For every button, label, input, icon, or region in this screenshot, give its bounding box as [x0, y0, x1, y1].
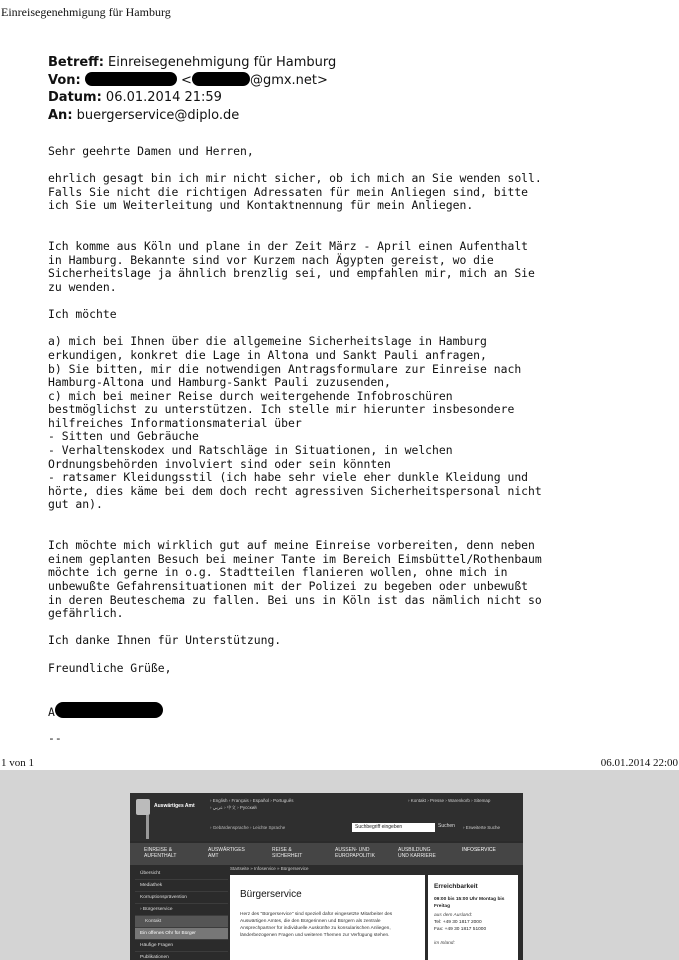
breadcrumb[interactable]: Startseite » Infoservice » Bürgerservice	[230, 866, 309, 871]
site-logo-text: Auswärtiges Amt	[154, 803, 195, 809]
sidenav-item[interactable]: Mediathek	[135, 880, 228, 892]
signature-separator: --	[48, 731, 62, 745]
email-body: Sehr geehrte Damen und Herren, ehrlich gesagt bin ich mir nicht sicher, ob ich mich an Sie wenden soll. Falls Sie nicht die richtigen Adressaten für mein Anliegen sind, bitte ich Sie um Weiterleitung und Kontaktnennung für mein Anliegen. Ich komme aus Köln und plane in der Zeit März - April einen Aufenthalt in Hamburg. Bekannte sind vor Kurzem nach Ägypten gereist, wo die Sicherheitslage ja ähnlich brenzlig sei, und empfahlen mir, mich an Sie zu wenden. Ich möchte a) mich bei Ihnen über die allgemeine Sicherheitslage in Hamburg erkundigen, konkret die Lage in Altona und Sankt Pauli anfragen, b) Sie bitten, mir die notwendigen Antragsformulare zur Einreise nach Hamburg-Altona und Hamburg-Sankt Pauli zuzusenden, c) mich bei meiner Reise durch weitergehende Infobroschüren bestmöglichst zu unterstützen. Ich stelle mir hierunter insbesondere hilfreiches Informationsmaterial über - Sitten und Gebräuche - Verhaltenskodex und Ratschläge in Situationen, in welchen Ordnungsbehörden involviert sind oder sein könnten - ratsamer Kleidungsstil (ich habe sehr viele eher dunkle Kleidung und hörte, dies käme bei dem doch recht agressiven Sicherheitspersonal nicht gut an). Ich möchte mich wirklich gut auf meine Einreise vorbereiten, denn neben einem geplanten Besuch bei meiner Tante im Bereich Eimsbüttel/Rothenbaum möchte ich gerne in o.g. Stadtteilen flanieren wollen, ohne mich in unbewußte Gefahrensituationen mit der Polizei zu begeben oder unbewußt in deren Beuteschema zu fallen. Bei uns in Köln ist das nämlich nicht so gefährlich. Ich danke Ihnen für Unterstützung. Freundliche Grüße,	[48, 144, 542, 675]
print-timestamp: 06.01.2014 22:00	[600, 757, 678, 769]
accessibility-links[interactable]: › Gebärdensprache › Leichte Sprache	[210, 825, 286, 830]
sidenav-item[interactable]: Korruptionsprävention	[135, 892, 228, 904]
from-label: Von:	[48, 72, 81, 88]
print-header: Einreisegenehmigung für Hamburg	[1, 5, 171, 19]
nav-item[interactable]: AUSBILDUNG UND KARRIERE	[398, 847, 436, 859]
redacted-sender-name	[85, 72, 177, 86]
to-label: An:	[48, 107, 73, 123]
subject-label: Betreff:	[48, 55, 104, 70]
contact-box	[428, 875, 518, 960]
page-title: Bürgerservice	[240, 889, 302, 900]
email-header	[48, 54, 336, 124]
subject-value: Einreisegenehmigung für Hamburg	[108, 55, 337, 70]
nav-item[interactable]: EINREISE & AUFENTHALT	[144, 847, 177, 859]
language-links[interactable]: › English › Français › Español › Português	[210, 798, 294, 803]
to-value: buergerservice@diplo.de	[76, 107, 240, 123]
language-links-2[interactable]: › عربي › 中文 › Русский	[210, 805, 257, 810]
date-value: 06.01.2014 21:59	[105, 90, 222, 105]
date-label: Datum:	[48, 90, 102, 105]
pen-icon	[146, 815, 149, 839]
office-hours: 09:00 bis 15:00 Uhr Montag bis Freitag	[434, 897, 505, 909]
signature-initial: A	[48, 705, 55, 719]
signature	[48, 702, 163, 719]
inland-label: im Inland:	[434, 941, 455, 946]
eagle-logo-icon	[136, 799, 150, 815]
from-row	[48, 72, 336, 90]
abroad-fax: Fax: +49 30 1817 51000	[434, 927, 487, 932]
nav-item[interactable]: REISE & SICHERHEIT	[272, 847, 303, 859]
from-bracket: <	[181, 72, 192, 88]
site-search-button[interactable]: Suchen	[438, 823, 455, 829]
nav-item[interactable]: AUSSEN- UND EUROPAPOLITIK	[335, 847, 375, 859]
redacted-signature	[55, 702, 163, 718]
website-screenshot	[130, 793, 523, 960]
site-topbar	[130, 793, 523, 841]
contact-box-title: Erreichbarkeit	[434, 883, 478, 890]
sidenav-subitem-highlighted[interactable]: Ein offenes Ohr für Bürger	[135, 928, 228, 940]
abroad-label: aus dem Ausland:	[434, 913, 473, 918]
site-main-nav	[130, 843, 523, 865]
redacted-sender-address	[192, 72, 250, 86]
site-search-input[interactable]: Suchbegriff eingeben	[352, 823, 435, 832]
site-main-content	[230, 875, 425, 960]
sidenav-subitem[interactable]: Kontakt	[135, 916, 228, 928]
advanced-search-link[interactable]: › Erweiterte Suche	[463, 825, 501, 830]
to-row	[48, 107, 336, 125]
sidenav-item[interactable]: Häufige Fragen	[135, 940, 228, 952]
intro-text: Herz des "Bürgerservice" sind speziell dafür eingesetzte Mitarbeiter des Auswärtigen Amtes, die den Bürgerinnen und Bürgern als zentrale Ansprechpartner für individuelle Auskünfte zu konsularischen Anliegen, länderbezogenen Fragen und weiteren Themen zur Verfügung stehen.	[240, 912, 393, 938]
sidenav-item[interactable]: Publikationen	[135, 952, 228, 960]
from-domain: @gmx.net>	[249, 72, 328, 88]
nav-item-active[interactable]: INFOSERVICE	[462, 847, 496, 853]
sidenav-item[interactable]: Übersicht	[135, 868, 228, 880]
date-row	[48, 89, 336, 107]
service-links[interactable]: › Kontakt › Presse › Warenkorb › Sitemap	[408, 798, 491, 803]
subject-row	[48, 54, 336, 72]
nav-item[interactable]: AUSWÄRTIGES AMT	[208, 847, 245, 859]
page-count: 1 von 1	[1, 757, 34, 769]
sidenav-item-active[interactable]: › Bürgerservice	[135, 904, 228, 916]
site-side-nav	[135, 868, 228, 960]
abroad-phone: Tel: +49 30 1817 2000	[434, 920, 482, 925]
